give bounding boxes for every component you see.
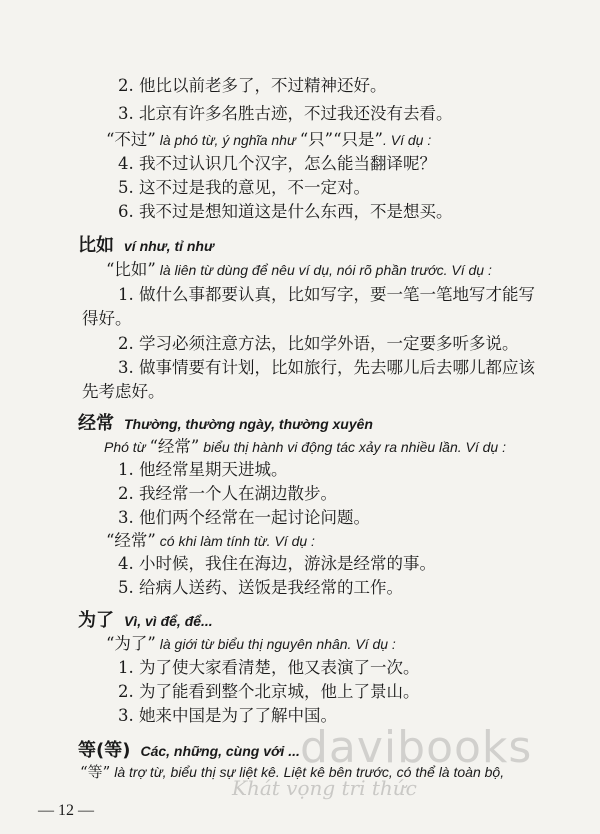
example-line: 2. 我经常一个人在湖边散步。 — [118, 484, 337, 503]
usage-note: “等” là trợ từ, biểu thị sự liệt kê. Liệt kê bên trước, có thể là toàn bộ, — [80, 763, 505, 781]
example-line: 3. 做事情要有计划，比如旅行，先去哪儿后去哪儿都应该 — [118, 358, 535, 377]
usage-note: “为了” là giới từ biểu thị nguyên nhân. Ví dụ : — [106, 634, 396, 653]
usage-note: “经常” có khi làm tính từ. Ví dụ : — [106, 531, 315, 550]
example-line: 4. 小时候，我住在海边，游泳是经常的事。 — [118, 554, 436, 573]
example-line: 1. 为了使大家看清楚，他又表演了一次。 — [118, 658, 420, 677]
example-line: 1. 他经常星期天进城。 — [118, 460, 288, 479]
usage-note: “比如” là liên từ dùng để nêu ví dụ, nói rõ phần trước. Ví dụ : — [106, 260, 492, 279]
example-line: 得好。 — [82, 309, 132, 328]
example-line: 3. 他们两个经常在一起讨论问题。 — [118, 508, 370, 527]
example-line: 3. 她来中国是为了了解中国。 — [118, 706, 337, 725]
example-line: 2. 他比以前老多了，不过精神还好。 — [118, 76, 387, 95]
entry-heading: 比如 ví như, tỉ như — [78, 235, 214, 256]
example-line: 6. 我不过是想知道这是什么东西，不是想买。 — [118, 202, 453, 221]
example-line: 4. 我不过认识几个汉字，怎么能当翻译呢？ — [118, 154, 436, 173]
example-line: 2. 学习必须注意方法，比如学外语，一定要多听多说。 — [118, 334, 519, 353]
page-number: — 12 — — [38, 802, 94, 819]
entry-heading: 经常 Thường, thường ngày, thường xuyên — [78, 413, 373, 434]
example-line: 1. 做什么事都要认真，比如写字，要一笔一笔地写才能写 — [118, 285, 535, 304]
example-line: 5. 给病人送药、送饭是我经常的工作。 — [118, 578, 403, 597]
usage-note: Phó từ “经常” biểu thị hành vi động tác xảy ra nhiều lần. Ví dụ : — [104, 437, 506, 456]
example-line: 3. 北京有许多名胜古迹，不过我还没有去看。 — [118, 104, 453, 123]
example-line: 2. 为了能看到整个北京城，他上了景山。 — [118, 682, 420, 701]
watermark-brand: davibooks — [300, 722, 533, 773]
entry-heading: 为了 Vì, vì để, để... — [78, 610, 213, 631]
usage-note: “不过” là phó từ, ý nghĩa như “只”“只是”. Ví dụ : — [106, 130, 432, 149]
example-line: 先考虑好。 — [82, 382, 165, 401]
example-line: 5. 这不过是我的意见，不一定对。 — [118, 178, 370, 197]
entry-heading: 等(等) Các, những, cùng với ... — [78, 740, 300, 761]
watermark-slogan: Khát vọng tri thức — [232, 776, 417, 800]
